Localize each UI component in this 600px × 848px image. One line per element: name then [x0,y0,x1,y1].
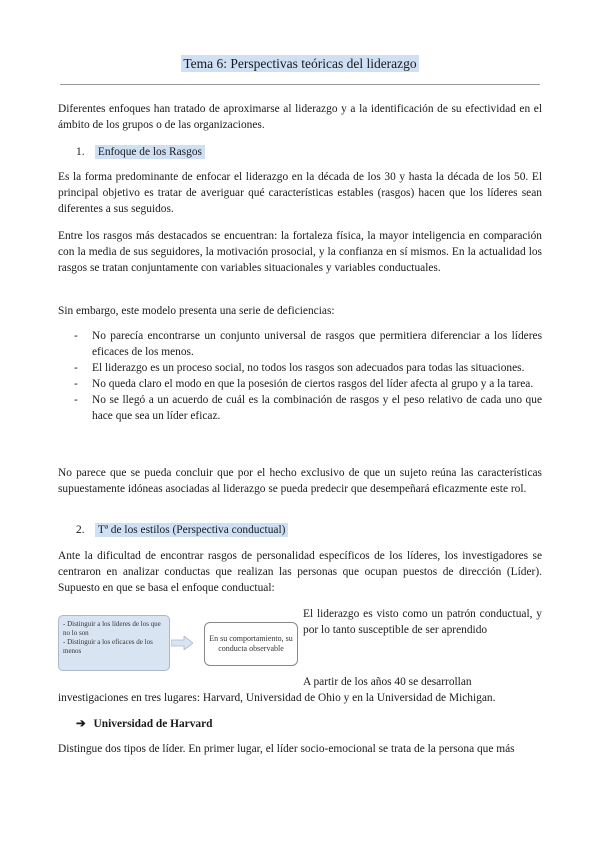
list-item: - No se llegó a un acuerdo de cuál es la combinación de rasgos y el peso relativo de cada uno que hace que sea un líder eficaz. [74,394,542,422]
diagram-right-box: En su comportamiento, su conducta observable [204,622,298,666]
section2-number: 2. [76,524,85,536]
list-item: - No queda claro el modo en que la posesión de ciertos rasgos del líder afecta al grupo y a la tarea. [74,378,534,390]
section1-paragraph-2: Entre los rasgos más destacados se encuentran: la fortaleza física, la mayor inteligencia en comparación con la media de sus seguidores, la motivación prosocial, y la confianza en sí mismos. En la actualidad los rasgos se tratan conjuntamente con variables situacionales y variables conductuales. [58,230,542,274]
section2-paragraph-2: investigaciones en tres lugares: Harvard, Universidad de Ohio y en la Universidad de Michigan. [58,692,496,704]
title-divider [60,84,540,85]
intro-paragraph: Diferentes enfoques han tratado de aproximarse al liderazgo y a la identificación de su efectividad en el ámbito de los grupos o de las organizaciones. [58,103,542,131]
deficiencies-list [74,328,542,424]
page-title: Tema 6: Perspectivas teóricas del liderazgo [183,56,417,71]
diagram-arrow-icon [171,636,193,650]
list-item: - No parecía encontrarse un conjunto universal de rasgos que permitiera diferenciar a los líderes eficaces de los menos. [74,330,542,358]
diagram-left-box: - Distinguir a los líderes de los que no lo son - Distinguir a los eficaces de los menos [58,615,170,671]
behavior-diagram [58,612,300,676]
harvard-subheading [76,716,213,730]
section1-paragraph-3: Sin embargo, este modelo presenta una serie de deficiencias: [58,305,335,317]
arrow-right-icon: ➔ [76,718,86,730]
section1-title: Enfoque de los Rasgos [95,145,205,159]
section1-paragraph-1: Es la forma predominante de enfocar el liderazgo en la década de los 30 y hasta la década de los 50. El principal objetivo es tratar de averiguar qué características estables (rasgos) hacen que los líderes sean diferentes a sus seguidos. [58,171,542,215]
section2-title: Tª de los estilos (Perspectiva conductual) [95,523,289,537]
section2-paragraph-1: Ante la dificultad de encontrar rasgos de personalidad específicos de los líderes, los investigadores se centraron en analizar conductas que realizan las personas que ocupan puestos de dirección (Líder). Supuesto en que se basa el enfoque conductual: [58,550,542,594]
behavior-side-text: El liderazgo es visto como un patrón conductual, y por lo tanto susceptible de ser aprendido [303,608,542,636]
section1-number: 1. [76,146,85,158]
behavior-side-text-2: A partir de los años 40 se desarrollan [303,676,472,688]
section2-heading [76,522,288,538]
section2-paragraph-3: Distingue dos tipos de líder. En primer lugar, el líder socio-emocional se trata de la persona que más [58,743,515,755]
list-item: - El liderazgo es un proceso social, no todos los rasgos son adecuados para todas las situaciones. [74,362,525,374]
harvard-title: Universidad de Harvard [93,718,213,730]
section1-heading [76,144,205,160]
section1-paragraph-4: No parece que se pueda concluir que por el hecho exclusivo de que un sujeto reúna las características supuestamente idóneas asociadas al liderazgo se pueda predecir que desempeñará eficazmente este rol. [58,467,542,495]
